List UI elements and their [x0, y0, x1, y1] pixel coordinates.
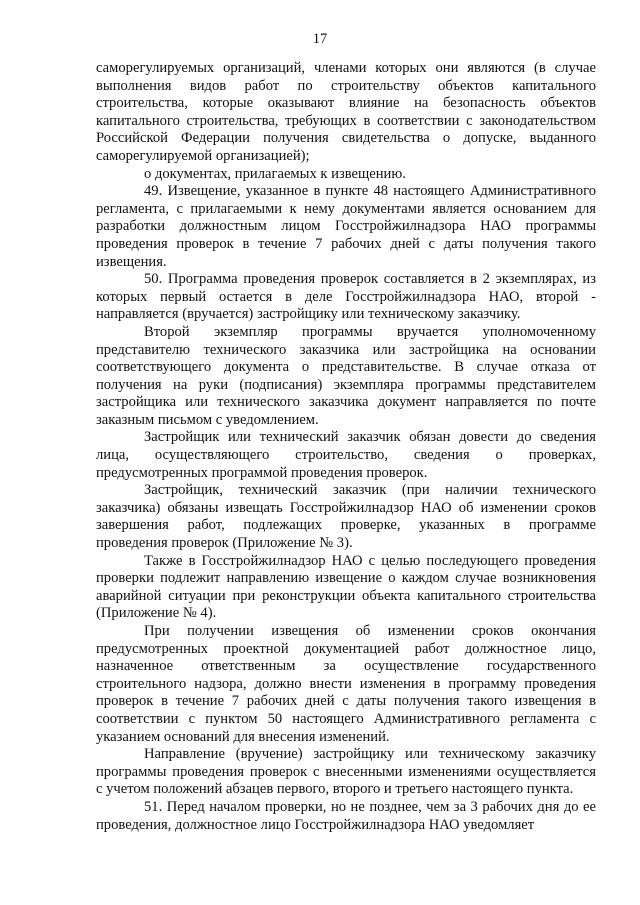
text-line: проведения проверок (Приложение № 3). [96, 535, 353, 552]
text-line: извещения. [96, 253, 167, 270]
text-line: Второй экземпляр программы вручается уполномоченному [144, 323, 596, 340]
paragraph [96, 166, 596, 184]
text-line: которых первый остается в деле Госстройжилнадзора НАО, второй - [96, 288, 596, 305]
paragraph [96, 324, 596, 430]
text-line: (Приложение № 4). [96, 605, 217, 622]
text-line: Также в Госстройжилнадзор НАО с целью последующего проведения [144, 552, 596, 569]
text-line: проверок в течение 7 рабочих дней с даты получения такого извещения в [96, 693, 596, 710]
text-line: аварийной ситуации при реконструкции объекта капитального строительства [96, 587, 596, 604]
text-line: застройщика или технического заказчика документ направляется по почте [96, 394, 596, 411]
text-line: лица, осуществляющего строительство, сведения о проверках, [96, 447, 596, 464]
text-line: 50. Программа проведения проверок составляется в 2 экземплярах, из [144, 271, 596, 288]
text-line: заказным письмом с уведомлением. [96, 411, 319, 428]
text-line: 49. Извещение, указанное в пункте 48 настоящего Административного [144, 183, 596, 200]
paragraph [96, 746, 596, 799]
text-line: Российской Федерации получения свидетельства о допуске, выданного [96, 130, 596, 147]
text-line: проведения, должностное лицо Госстройжилнадзора НАО уведомляет [96, 816, 535, 833]
text-line: соответствии с пунктом 50 настоящего Административного регламента с [96, 710, 596, 727]
text-line: регламента, с прилагаемыми к нему документами является основанием для [96, 200, 596, 217]
paragraph [96, 623, 596, 746]
text-line: строительства, которые оказывают влияние на безопасность объектов [96, 95, 596, 112]
text-line: назначенное ответственным за осуществление государственного [96, 658, 596, 675]
text-line: 51. Перед началом проверки, но не позднее, чем за 3 рабочих дня до ее [144, 798, 596, 815]
paragraph [96, 799, 596, 834]
text-line: завершения работ, подлежащих проверке, указанных в программе [96, 517, 596, 534]
text-line: направляется (вручается) застройщику или техническому заказчику. [96, 306, 521, 323]
text-line: с учетом положений абзацев первого, второго и третьего настоящего пункта. [96, 781, 574, 798]
text-line: саморегулируемых организаций, членами которых они являются (в случае [96, 60, 596, 76]
text-line: о документах, прилагаемых к извещению. [144, 165, 406, 182]
text-line: представителю технического заказчика или застройщика на основании [96, 341, 596, 358]
text-line: При получении извещения об изменении сроков окончания [144, 623, 596, 639]
text-line: разработки должностным лицом Госстройжилнадзора НАО программы [96, 218, 596, 235]
page-number: 17 [312, 31, 328, 47]
paragraph [96, 429, 596, 482]
text-line: программы проведения проверок с внесенными изменениями осуществляется [96, 763, 596, 780]
text-line: получения на руки (подписания) экземпляра программы представителем [96, 376, 596, 393]
text-line: предусмотренных программой проведения проверок. [96, 464, 428, 481]
text-line: проведения проверок в течение 7 рабочих дней с даты получения такого [96, 235, 596, 252]
paragraph [96, 482, 596, 552]
text-line: заказчика) обязаны извещать Госстройжилнадзор НАО об изменении сроков [96, 499, 596, 516]
text-line: саморегулируемой организацией); [96, 147, 310, 164]
paragraph [96, 271, 596, 324]
paragraph [96, 183, 596, 271]
text-line: капитального строительства, требующих в соответствии с законодательством [96, 112, 596, 129]
text-line: соответствующего документа о представительстве. В случае отказа от [96, 359, 596, 376]
text-line: Направление (вручение) застройщику или техническому заказчику [144, 746, 596, 763]
text-line: строительного надзора, должно внести изменения в программу проведения [96, 675, 596, 692]
text-line: Застройщик, технический заказчик (при наличии технического [144, 482, 596, 499]
text-line: выполнения видов работ по строительству объектов капитального [96, 77, 596, 94]
paragraph [96, 60, 596, 166]
text-line: предусмотренных проектной документацией работ должностное лицо, [96, 640, 596, 657]
document-body [96, 60, 596, 834]
text-line: указанием оснований для внесения изменений. [96, 728, 390, 745]
paragraph [96, 553, 596, 623]
text-line: Застройщик или технический заказчик обязан довести до сведения [144, 429, 596, 446]
text-line: проверки подлежит направлению извещение о каждом случае возникновения [96, 570, 596, 587]
